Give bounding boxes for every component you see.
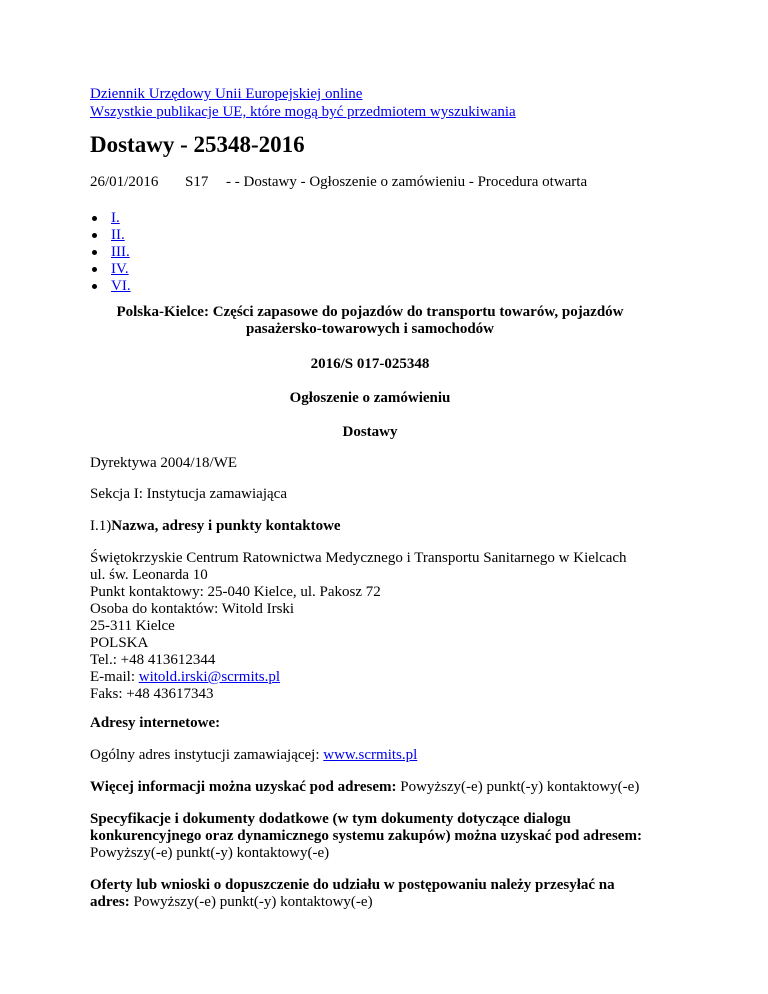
specs-block: [90, 811, 700, 862]
notice-heading: [90, 304, 650, 338]
directive-text: Dyrektywa 2004/18/WE: [90, 455, 238, 471]
offers-value: Powyższy(-e) punkt(-y) kontaktowy(-e): [129, 894, 373, 910]
publication-date: 26/01/2016: [90, 174, 159, 190]
section-nav: [90, 210, 131, 295]
postal-city: 25-311 Kielce: [90, 618, 175, 634]
nav-link-vi[interactable]: VI.: [111, 278, 131, 294]
notice-reference: 2016/S 017-025348: [310, 356, 430, 372]
nav-link-iii[interactable]: III.: [111, 244, 130, 260]
section-nav-item: [90, 244, 131, 261]
notice-meta: [90, 174, 587, 191]
email-link[interactable]: witold.irski@scrmits.pl: [138, 669, 281, 685]
specs-label-line2: konkurencyjnego oraz dynamicznego systemu zakupów) można uzyskać pod adresem:: [90, 828, 642, 844]
all-publications-link[interactable]: Wszystkie publikacje UE, które mogą być przedmiotem wyszukiwania: [90, 104, 516, 120]
specs-label-line1: Specyfikacje i dokumenty dodatkowe (w tym dokumenty dotyczące dialogu: [90, 811, 571, 827]
section-1-heading: Sekcja I: Instytucja zamawiająca: [90, 486, 287, 502]
section-i1-label: Nazwa, adresy i punkty kontaktowe: [111, 518, 341, 534]
contact-point: Punkt kontaktowy: 25-040 Kielce, ul. Pakosz 72: [90, 584, 381, 600]
section-nav-item: [90, 227, 131, 244]
series-number: S17: [185, 174, 209, 190]
email-line: [90, 669, 700, 686]
internet-heading-text: Adresy internetowe:: [90, 715, 221, 731]
notice-type-heading: Ogłoszenie o zamówieniu: [289, 390, 451, 406]
general-address-line: [90, 747, 700, 764]
notice-description: - - Dostawy - Ogłoszenie o zamówieniu - Procedura otwarta: [226, 174, 588, 190]
general-address-link[interactable]: www.scrmits.pl: [323, 747, 418, 763]
nav-link-ii[interactable]: II.: [111, 227, 125, 243]
offers-block: [90, 877, 700, 911]
page-title: Dostawy - 25348-2016: [90, 132, 305, 157]
address-block: [90, 550, 700, 703]
more-info-value: Powyższy(-e) punkt(-y) kontaktowy(-e): [396, 779, 640, 795]
notice-heading-line2: pasażersko-towarowych i samochodów: [245, 321, 495, 337]
contact-person: Osoba do kontaktów: Witold Irski: [90, 601, 295, 617]
general-address-label: Ogólny adres instytucji zamawiającej:: [90, 747, 324, 763]
organisation-name: Świętokrzyskie Centrum Ratownictwa Medycznego i Transportu Sanitarnego w Kielcach: [90, 550, 627, 566]
country: POLSKA: [90, 635, 149, 651]
offers-line2: [90, 894, 700, 911]
nav-link-i[interactable]: I.: [111, 210, 120, 226]
journal-link[interactable]: Dziennik Urzędowy Unii Europejskiej online: [90, 86, 363, 102]
section-i1-number: I.1): [90, 518, 112, 534]
telephone: Tel.: +48 413612344: [90, 652, 216, 668]
section-nav-item: [90, 278, 131, 295]
street-address: ul. św. Leonarda 10: [90, 567, 208, 583]
notice-heading-line1: Polska-Kielce: Części zapasowe do pojazdów do transportu towarów, pojazdów: [116, 304, 624, 320]
internet-heading: [90, 715, 700, 732]
section-nav-item: [90, 261, 131, 278]
specs-value: Powyższy(-e) punkt(-y) kontaktowy(-e): [90, 845, 330, 861]
section-nav-item: [90, 210, 131, 227]
top-links: [90, 85, 516, 121]
more-info-line: [90, 779, 700, 796]
more-info-label: Więcej informacji można uzyskać pod adresem:: [90, 779, 397, 795]
email-label: E-mail:: [90, 669, 139, 685]
fax: Faks: +48 43617343: [90, 686, 214, 702]
offers-label-line1: Oferty lub wnioski o dopuszczenie do udziału w postępowaniu należy przesyłać na: [90, 877, 615, 893]
nav-link-iv[interactable]: IV.: [111, 261, 129, 277]
section-i1-heading: [90, 518, 700, 535]
contract-type-heading: Dostawy: [342, 424, 398, 440]
offers-label-line2: adres:: [90, 894, 130, 910]
